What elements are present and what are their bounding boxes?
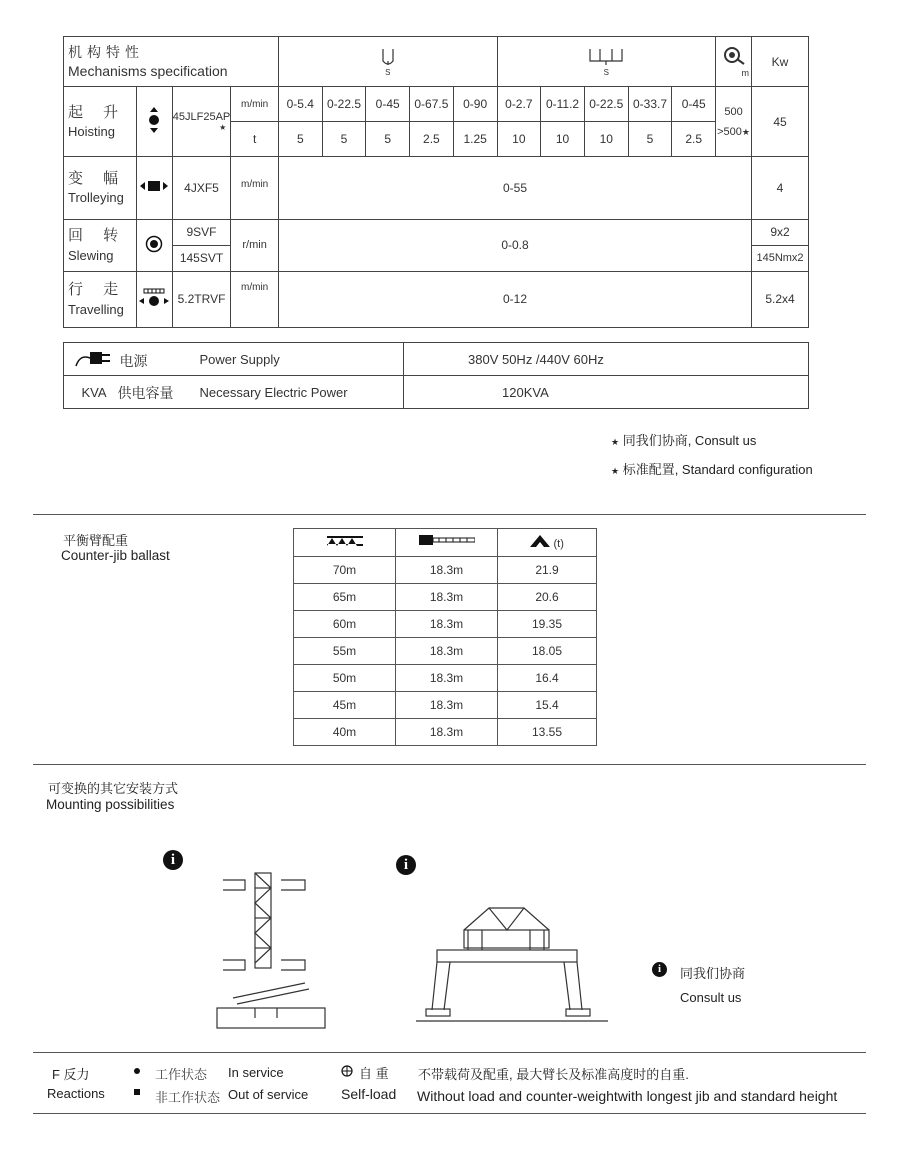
power-kva-unit: KVA bbox=[81, 384, 107, 400]
legend-out-service-cn: 非工作状态 bbox=[155, 1090, 221, 1105]
note-consult-text: 同我们协商, Consult us bbox=[622, 433, 757, 448]
hoisting-load-unit: t bbox=[231, 122, 279, 157]
ballast-jib-length: 40m bbox=[294, 719, 396, 746]
drum-icon bbox=[722, 45, 746, 65]
hoisting-label bbox=[64, 87, 137, 157]
mounting-title-cn: 可变换的其它安装方式 bbox=[48, 781, 179, 796]
out-of-service-square-icon bbox=[134, 1089, 140, 1095]
divider bbox=[33, 514, 866, 515]
slewing-label bbox=[64, 219, 137, 271]
hoisting-cn: 起 升 bbox=[68, 103, 127, 121]
travelling-value: 0-12 bbox=[278, 271, 751, 327]
ballast-counterjib-length: 18.3m bbox=[396, 638, 498, 665]
travelling-unit: m/min bbox=[231, 271, 279, 327]
hoisting-load: 1.25 bbox=[453, 122, 497, 157]
travelling-label bbox=[64, 271, 137, 327]
slewing-unit: r/min bbox=[231, 219, 279, 271]
divider bbox=[33, 1052, 866, 1053]
legend-self-load-desc-en: Without load and counter-weightwith longest jib and standard height bbox=[417, 1088, 838, 1104]
ballast-jib-length: 50m bbox=[294, 665, 396, 692]
legend-in-service-en: In service bbox=[228, 1065, 284, 1080]
hoisting-speed: 0-45 bbox=[366, 87, 410, 122]
slewing-kw-2: 145Nmx2 bbox=[752, 245, 809, 271]
hoisting-speed-unit: m/min bbox=[231, 87, 279, 122]
hoisting-height-2: >500 bbox=[717, 125, 742, 138]
hoisting-speed: 0-90 bbox=[453, 87, 497, 122]
ballast-weight: 19.35 bbox=[498, 611, 597, 638]
hoisting-load: 5 bbox=[366, 122, 410, 157]
legend-self-load-en: Self-load bbox=[341, 1086, 397, 1102]
travelling-kw: 5.2x4 bbox=[752, 271, 809, 327]
mechanisms-title-en: Mechanisms specification bbox=[68, 62, 228, 79]
hoisting-speed: 0-2.7 bbox=[497, 87, 541, 122]
hoisting-speed: 0-5.4 bbox=[278, 87, 322, 122]
mounting-consult-en: Consult us bbox=[680, 990, 742, 1005]
legend-reactions-cn: F 反力 bbox=[52, 1067, 90, 1082]
hoisting-speed: 0-33.7 bbox=[628, 87, 672, 122]
ballast-weight: 15.4 bbox=[498, 692, 597, 719]
note-standard-text: 标准配置, Standard configuration bbox=[622, 462, 813, 477]
legend-self-load-cn: 自 重 bbox=[359, 1066, 389, 1081]
trolleying-model: 4JXF5 bbox=[172, 157, 230, 219]
hoisting-height-cell bbox=[716, 87, 752, 157]
slewing-rotation-icon bbox=[145, 235, 163, 253]
power-kva-en: Necessary Electric Power bbox=[199, 384, 348, 400]
slewing-value: 0-0.8 bbox=[278, 219, 751, 271]
slewing-kw-1: 9x2 bbox=[752, 219, 809, 245]
height-header bbox=[716, 37, 752, 87]
hoisting-load: 10 bbox=[497, 122, 541, 157]
ballast-jib-length: 60m bbox=[294, 611, 396, 638]
hoisting-model-cell bbox=[172, 87, 230, 157]
power-plug-icon bbox=[74, 348, 114, 368]
trolleying-en: Trolleying bbox=[68, 190, 124, 206]
power-table bbox=[63, 342, 809, 409]
mounting-title-en: Mounting possibilities bbox=[46, 797, 175, 812]
hoisting-speed: 0-11.2 bbox=[541, 87, 585, 122]
trolleying-cn: 变 幅 bbox=[68, 170, 127, 188]
power-supply-en: Power Supply bbox=[199, 351, 280, 367]
legend-self-load-desc-cn: 不带载荷及配重, 最大臂长及标准高度时的自重. bbox=[418, 1067, 689, 1082]
hoisting-load: 5 bbox=[322, 122, 366, 157]
hoist-up-down-icon bbox=[147, 107, 161, 133]
ballast-counterjib-length: 18.3m bbox=[396, 719, 498, 746]
ballast-jib-length: 70m bbox=[294, 557, 396, 584]
info-icon[interactable]: i bbox=[163, 850, 183, 870]
travelling-icon-cell bbox=[136, 271, 172, 327]
trolleying-value: 0-55 bbox=[278, 157, 751, 219]
hoisting-speed: 0-22.5 bbox=[584, 87, 628, 122]
ballast-title-cn: 平衡臂配重 bbox=[63, 533, 129, 548]
power-supply-cn: 电源 bbox=[119, 352, 148, 369]
info-icon[interactable]: i bbox=[652, 962, 667, 977]
ballast-header-weight bbox=[498, 529, 597, 557]
header-m: m bbox=[741, 68, 750, 79]
slewing-cn: 回 转 bbox=[68, 227, 127, 245]
slewing-en: Slewing bbox=[68, 247, 114, 263]
legend-in-service-cn: 工作状态 bbox=[155, 1067, 208, 1082]
hoisting-speed: 0-22.5 bbox=[322, 87, 366, 122]
travelling-en: Travelling bbox=[68, 301, 124, 317]
ballast-table bbox=[293, 528, 597, 746]
hoisting-load: 5 bbox=[628, 122, 672, 157]
multi-hook-header bbox=[497, 37, 716, 87]
tower-mast-diagram bbox=[215, 868, 327, 1033]
mechanisms-header bbox=[64, 37, 279, 87]
hoisting-kw: 45 bbox=[752, 87, 809, 157]
ballast-jib-length: 55m bbox=[294, 638, 396, 665]
hoisting-speed: 0-45 bbox=[672, 87, 716, 122]
travelling-cn: 行 走 bbox=[68, 281, 127, 299]
ballast-unit: (t) bbox=[553, 538, 564, 550]
ballast-weight: 21.9 bbox=[498, 557, 597, 584]
header-s2: S bbox=[603, 67, 609, 77]
ballast-counterjib-length: 18.3m bbox=[396, 584, 498, 611]
power-kva-label bbox=[64, 376, 404, 409]
legend-out-service-en: Out of service bbox=[228, 1087, 309, 1102]
hoisting-model: 45JLF25AP bbox=[172, 111, 231, 124]
ballast-jib-length: 65m bbox=[294, 584, 396, 611]
header-s1: S bbox=[385, 67, 391, 77]
ballast-title-en: Counter-jib ballast bbox=[61, 548, 170, 563]
mechanisms-title-cn: 机构特性 bbox=[68, 43, 144, 60]
note-standard bbox=[611, 459, 813, 478]
slewing-icon-cell bbox=[136, 219, 172, 271]
trolleying-label bbox=[64, 157, 137, 219]
star-icon: ★ bbox=[611, 466, 620, 476]
hoisting-speed: 0-67.5 bbox=[410, 87, 454, 122]
divider bbox=[33, 1113, 866, 1114]
legend-reactions-en: Reactions bbox=[47, 1086, 105, 1101]
ballast-header-counterjib bbox=[396, 529, 498, 557]
ballast-weight: 20.6 bbox=[498, 584, 597, 611]
note-consult bbox=[611, 430, 756, 449]
divider bbox=[33, 764, 866, 765]
ballast-counterjib-length: 18.3m bbox=[396, 611, 498, 638]
mounting-consult-cn: 同我们协商 bbox=[680, 966, 746, 981]
self-load-icon bbox=[341, 1065, 353, 1077]
ballast-counterjib-length: 18.3m bbox=[396, 692, 498, 719]
counter-jib-icon bbox=[419, 535, 475, 547]
ballast-counterjib-length: 18.3m bbox=[396, 557, 498, 584]
hoisting-star: ★ bbox=[219, 123, 227, 133]
header-kw: Kw bbox=[752, 37, 809, 87]
star-icon: ★ bbox=[611, 437, 620, 447]
trolleying-icon-cell bbox=[136, 157, 172, 219]
hoisting-load: 10 bbox=[584, 122, 628, 157]
hoisting-load: 2.5 bbox=[410, 122, 454, 157]
in-service-dot-icon bbox=[134, 1068, 140, 1074]
trolleying-unit: m/min bbox=[231, 157, 279, 219]
trolley-left-right-icon bbox=[140, 180, 168, 192]
travelling-model: 5.2TRVF bbox=[172, 271, 230, 327]
ballast-weight-icon bbox=[530, 535, 550, 547]
power-kva-value: 120KVA bbox=[404, 376, 809, 409]
ballast-counterjib-length: 18.3m bbox=[396, 665, 498, 692]
trolleying-kw: 4 bbox=[752, 157, 809, 219]
single-hook-header bbox=[278, 37, 497, 87]
ballast-header-jib bbox=[294, 529, 396, 557]
ballast-weight: 16.4 bbox=[498, 665, 597, 692]
jib-length-icon bbox=[327, 535, 363, 547]
mechanisms-table bbox=[63, 36, 809, 328]
hoisting-height-1: 500 bbox=[724, 105, 743, 118]
hoisting-load: 10 bbox=[541, 122, 585, 157]
slewing-model-1: 9SVF bbox=[172, 219, 230, 245]
ballast-weight: 18.05 bbox=[498, 638, 597, 665]
travel-rail-icon bbox=[139, 288, 169, 308]
portal-gantry-diagram bbox=[412, 905, 610, 1025]
power-supply-value: 380V 50Hz /440V 60Hz bbox=[404, 343, 809, 376]
ballast-weight: 13.55 bbox=[498, 719, 597, 746]
info-icon[interactable]: i bbox=[396, 855, 416, 875]
power-kva-cn: 供电容量 bbox=[117, 384, 174, 401]
hoisting-en: Hoisting bbox=[68, 124, 115, 140]
hoisting-load: 5 bbox=[278, 122, 322, 157]
hoisting-load: 2.5 bbox=[672, 122, 716, 157]
ballast-jib-length: 45m bbox=[294, 692, 396, 719]
power-supply-label bbox=[64, 343, 404, 376]
hoisting-height-star: ★ bbox=[741, 126, 750, 137]
hoisting-icon-cell bbox=[136, 87, 172, 157]
slewing-model-2: 145SVT bbox=[172, 245, 230, 271]
